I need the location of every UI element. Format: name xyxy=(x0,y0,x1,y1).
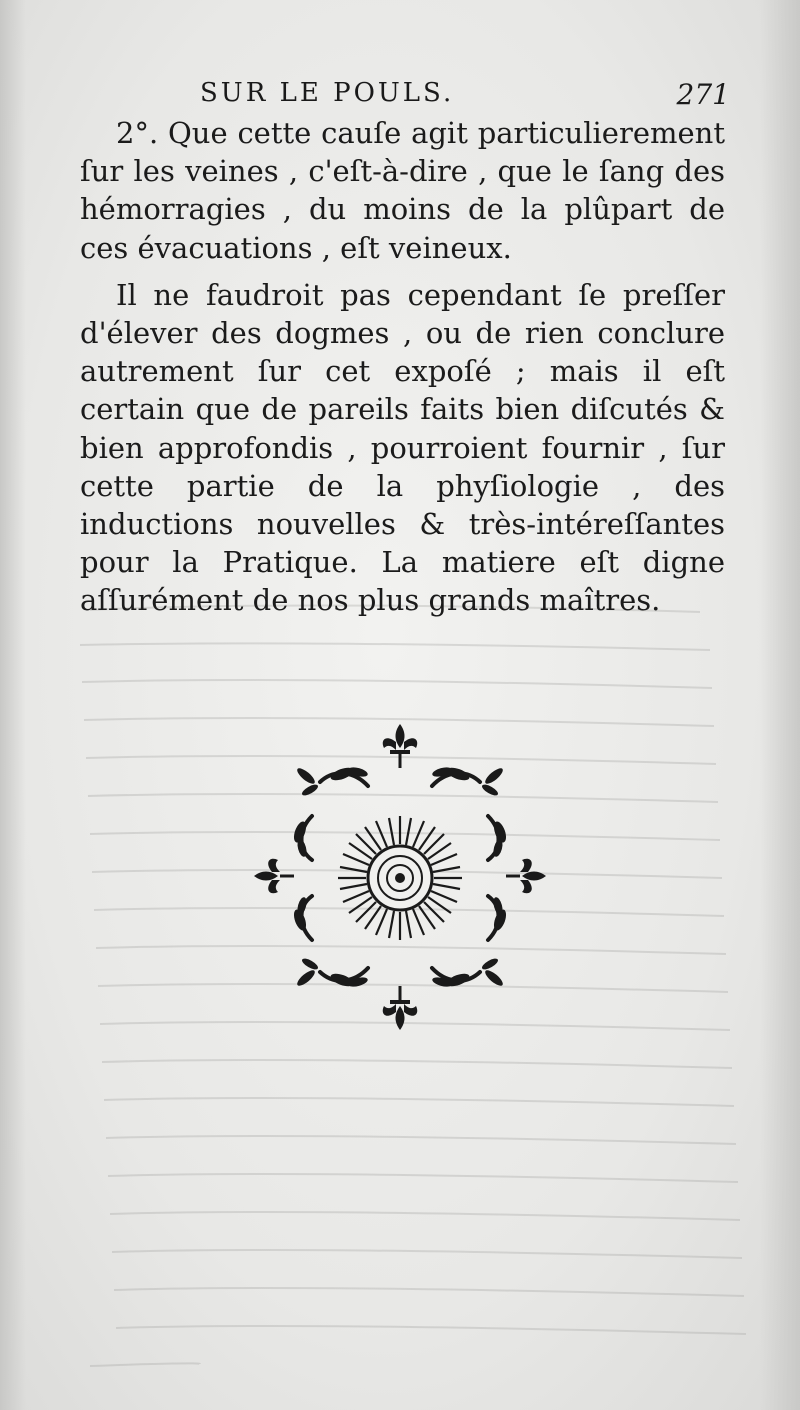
page-header xyxy=(200,78,730,118)
paragraph: 2°. Que cette cauſe agit particulierement ſur les veines , c'eſt-à-dire , que le ſang des hémorragies , du moins de la plûpart de ces évacuations , eſt veineux. xyxy=(80,116,725,265)
page-number: 271 xyxy=(676,78,730,111)
paragraph: Il ne faudroit pas cependant ſe preſſer d'élever des dogmes , ou de rien conclure autrement ſur cet expoſé ; mais il eſt certain que de pareils faits bien diſcutés & bien approfondis , pourroient fournir , ſur cette partie de la phyſiologie , des inductions nouvelles & très-intéreſſantes pour la Pratique. La matiere eſt digne aſſurément de nos plus grands maîtres. xyxy=(80,277,725,618)
running-head: SUR LE POULS. xyxy=(200,78,455,108)
body-text xyxy=(80,114,725,629)
floral-fleuron-icon xyxy=(250,720,550,1030)
